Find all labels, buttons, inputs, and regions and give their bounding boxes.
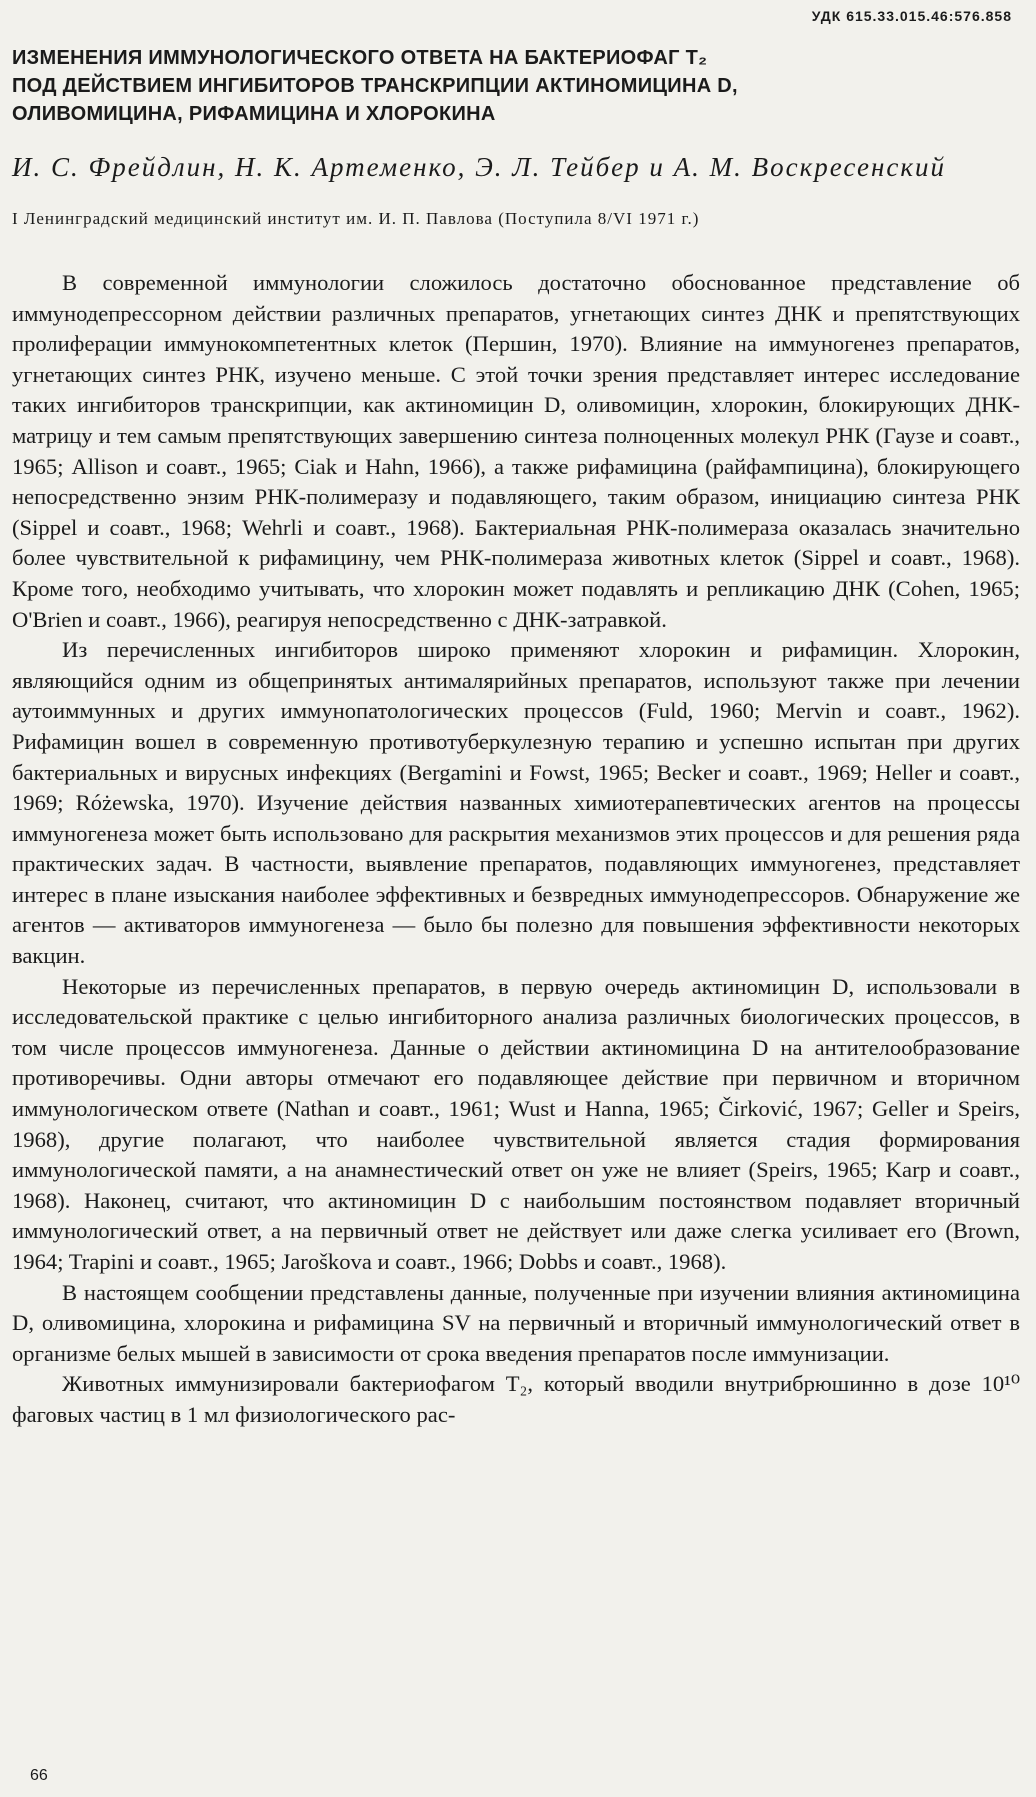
paragraph: Животных иммунизировали бактериофагом T₂, который вводили внутрибрюшинно в дозе 10¹⁰ фаговых частиц в 1 мл физиологического рас- [12, 1371, 1020, 1427]
title-line: ПОД ДЕЙСТВИЕМ ИНГИБИТОРОВ ТРАНСКРИПЦИИ АКТИНОМИЦИНА D, [12, 75, 738, 97]
title-line: ОЛИВОМИЦИНА, РИФАМИЦИНА И ХЛОРОКИНА [12, 103, 496, 125]
affiliation: I Ленинградский медицинский институт им. И. П. Павлова (Поступила 8/VI 1971 г.) [12, 209, 700, 228]
paragraph: Из перечисленных ингибиторов широко применяют хлорокин и рифамицин. Хлорокин, являющийся одним из общепринятых антималярийных препаратов, используют также при лечении аутоиммунных и других иммунопатологических процессов (Fuld, 1960; Mervin и соавт., 1962). Рифамицин вошел в современную противотуберкулезную терапию и успешно испытан при других бактериальных и вирусных инфекциях (Bergamini и Fowst, 1965; Becker и соавт., 1969; Heller и соавт., 1969; Różewska, 1970). Изучение действия названных химиотерапевтических агентов на процессы иммуногенеза может быть использовано для раскрытия механизмов этих процессов и для решения ряда практических задач. В частности, выявление препаратов, подавляющих иммуногенез, представляет интерес в плане изыскания наиболее эффективных и безвредных иммунодепрессоров. Обнаружение же агентов — активаторов иммуногенеза — было бы полезно для повышения эффективности некоторых вакцин. [12, 637, 1020, 969]
authors: И. С. Фрейдлин, Н. К. Артеменко, Э. Л. Тейбер и А. М. Воскресенский [12, 152, 947, 182]
article-title [12, 44, 1012, 128]
udk-code: УДК 615.33.015.46:576.858 [811, 8, 1012, 24]
paragraph: В современной иммунологии сложилось достаточно обоснованное представление об иммунодепрессорном действии различных препаратов, угнетающих синтез ДНК и препятствующих пролиферации иммунокомпетентных клеток (Першин, 1970). Влияние на иммуногенез препаратов, угнетающих синтез РНК, изучено меньше. С этой точки зрения представляет интерес исследование таких ингибиторов транскрипции, как актиномицин D, оливомицин, хлорокин, блокирующих ДНК-матрицу и тем самым препятствующих завершению синтеза полноценных молекул РНК (Гаузе и соавт., 1965; Allison и соавт., 1965; Ciak и Hahn, 1966), а также рифамицина (райфампицина), блокирующего непосредственно энзим РНК-полимеразу и подавляющего, таким образом, инициацию синтеза РНК (Sippel и соавт., 1968; Wehrli и соавт., 1968). Бактериальная РНК-полимераза оказалась значительно более чувствительной к рифамицину, чем РНК-полимераза животных клеток (Sippel и соавт., 1968). Кроме того, необходимо учитывать, что хлорокин может подавлять и репликацию ДНК (Cohen, 1965; O'Brien и соавт., 1966), реагируя непосредственно с ДНК-затравкой. [12, 270, 1020, 632]
paragraph: Некоторые из перечисленных препаратов, в первую очередь актиномицин D, использовали в исследовательской практике с целью ингибиторного анализа различных биологических процессов, в том числе процессов иммуногенеза. Данные о действии актиномицина D на антителообразование противоречивы. Одни авторы отмечают его подавляющее действие при первичном и вторичном иммунологическом ответе (Nathan и соавт., 1961; Wust и Hanna, 1965; Čirković, 1967; Geller и Speirs, 1968), другие полагают, что наиболее чувствительной является стадия формирования иммунологической памяти, а на анамнестический ответ он уже не влияет (Speirs, 1965; Karp и соавт., 1968). Наконец, считают, что актиномицин D с наибольшим постоянством подавляет вторичный иммунологический ответ, а на первичный ответ не действует или даже слегка усиливает его (Brown, 1964; Trapini и соавт., 1965; Jaroškova и соавт., 1966; Dobbs и соавт., 1968). [12, 973, 1020, 1274]
article-body [12, 268, 1020, 1431]
paragraph: В настоящем сообщении представлены данные, полученные при изучении влияния актиномицина D, оливомицина, хлорокина и рифамицина SV на первичный и вторичный иммунологический ответ в организме белых мышей в зависимости от срока введения препаратов после иммунизации. [12, 1279, 1020, 1366]
title-line: ИЗМЕНЕНИЯ ИММУНОЛОГИЧЕСКОГО ОТВЕТА НА БАКТЕРИОФАГ T₂ [12, 47, 708, 69]
page-number: 66 [30, 1767, 48, 1784]
